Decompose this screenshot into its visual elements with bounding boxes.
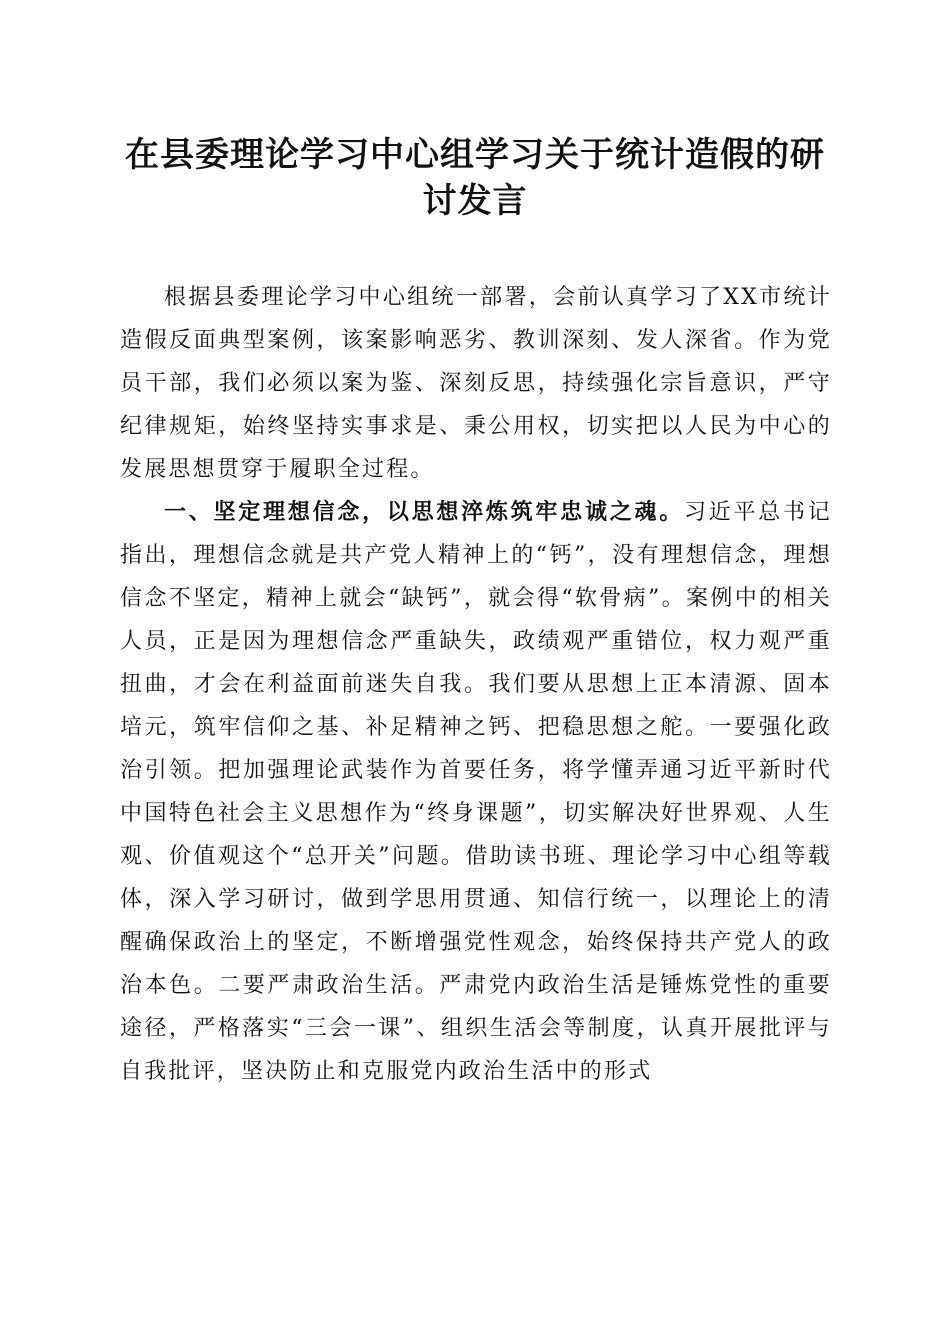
document-body (120, 276, 832, 1093)
section-1-paragraph (120, 491, 832, 1093)
intro-paragraph: 根据县委理论学习中心组统一部署，会前认真学习了XX市统计造假反面典型案例，该案影响恶劣、教训深刻、发人深省。作为党员干部，我们必须以案为鉴、深刻反思，持续强化宗旨意识，严守纪律规矩，始终坚持实事求是、秉公用权，切实把以人民为中心的发展思想贯穿于履职全过程。 (120, 285, 832, 482)
document-title: 在县委理论学习中心组学习关于统计造假的研讨发言 (125, 135, 825, 221)
section-1-heading: 一、坚定理想信念，以思想淬炼筑牢忠诚之魂。 (164, 500, 684, 525)
section-1-body: 习近平总书记指出，理想信念就是共产党人精神上的“钙”，没有理想信念，理想信念不坚定，精神上就会“缺钙”，就会得“软骨病”。案例中的相关人员，正是因为理想信念严重缺失，政绩观严重错位，权力观严重扭曲，才会在利益面前迷失自我。我们要从思想上正本清源、固本培元，筑牢信仰之基、补足精神之钙、把稳思想之舵。一要强化政治引领。把加强理论武装作为首要任务，将学懂弄通习近平新时代中国特色社会主义思想作为“终身课题”，切实解决好世界观、人生观、价值观这个“总开关”问题。借助读书班、理论学习中心组等载体，深入学习研讨，做到学思用贯通、知信行统一，以理论上的清醒确保政治上的坚定，不断增强党性观念，始终保持共产党人的政治本色。二要严肃政治生活。严肃党内政治生活是锤炼党性的重要途径，严格落实“三会一课”、组织生活会等制度，认真开展批评与自我批评，坚决防止和克服党内政治生活中的形式 (120, 500, 833, 1084)
